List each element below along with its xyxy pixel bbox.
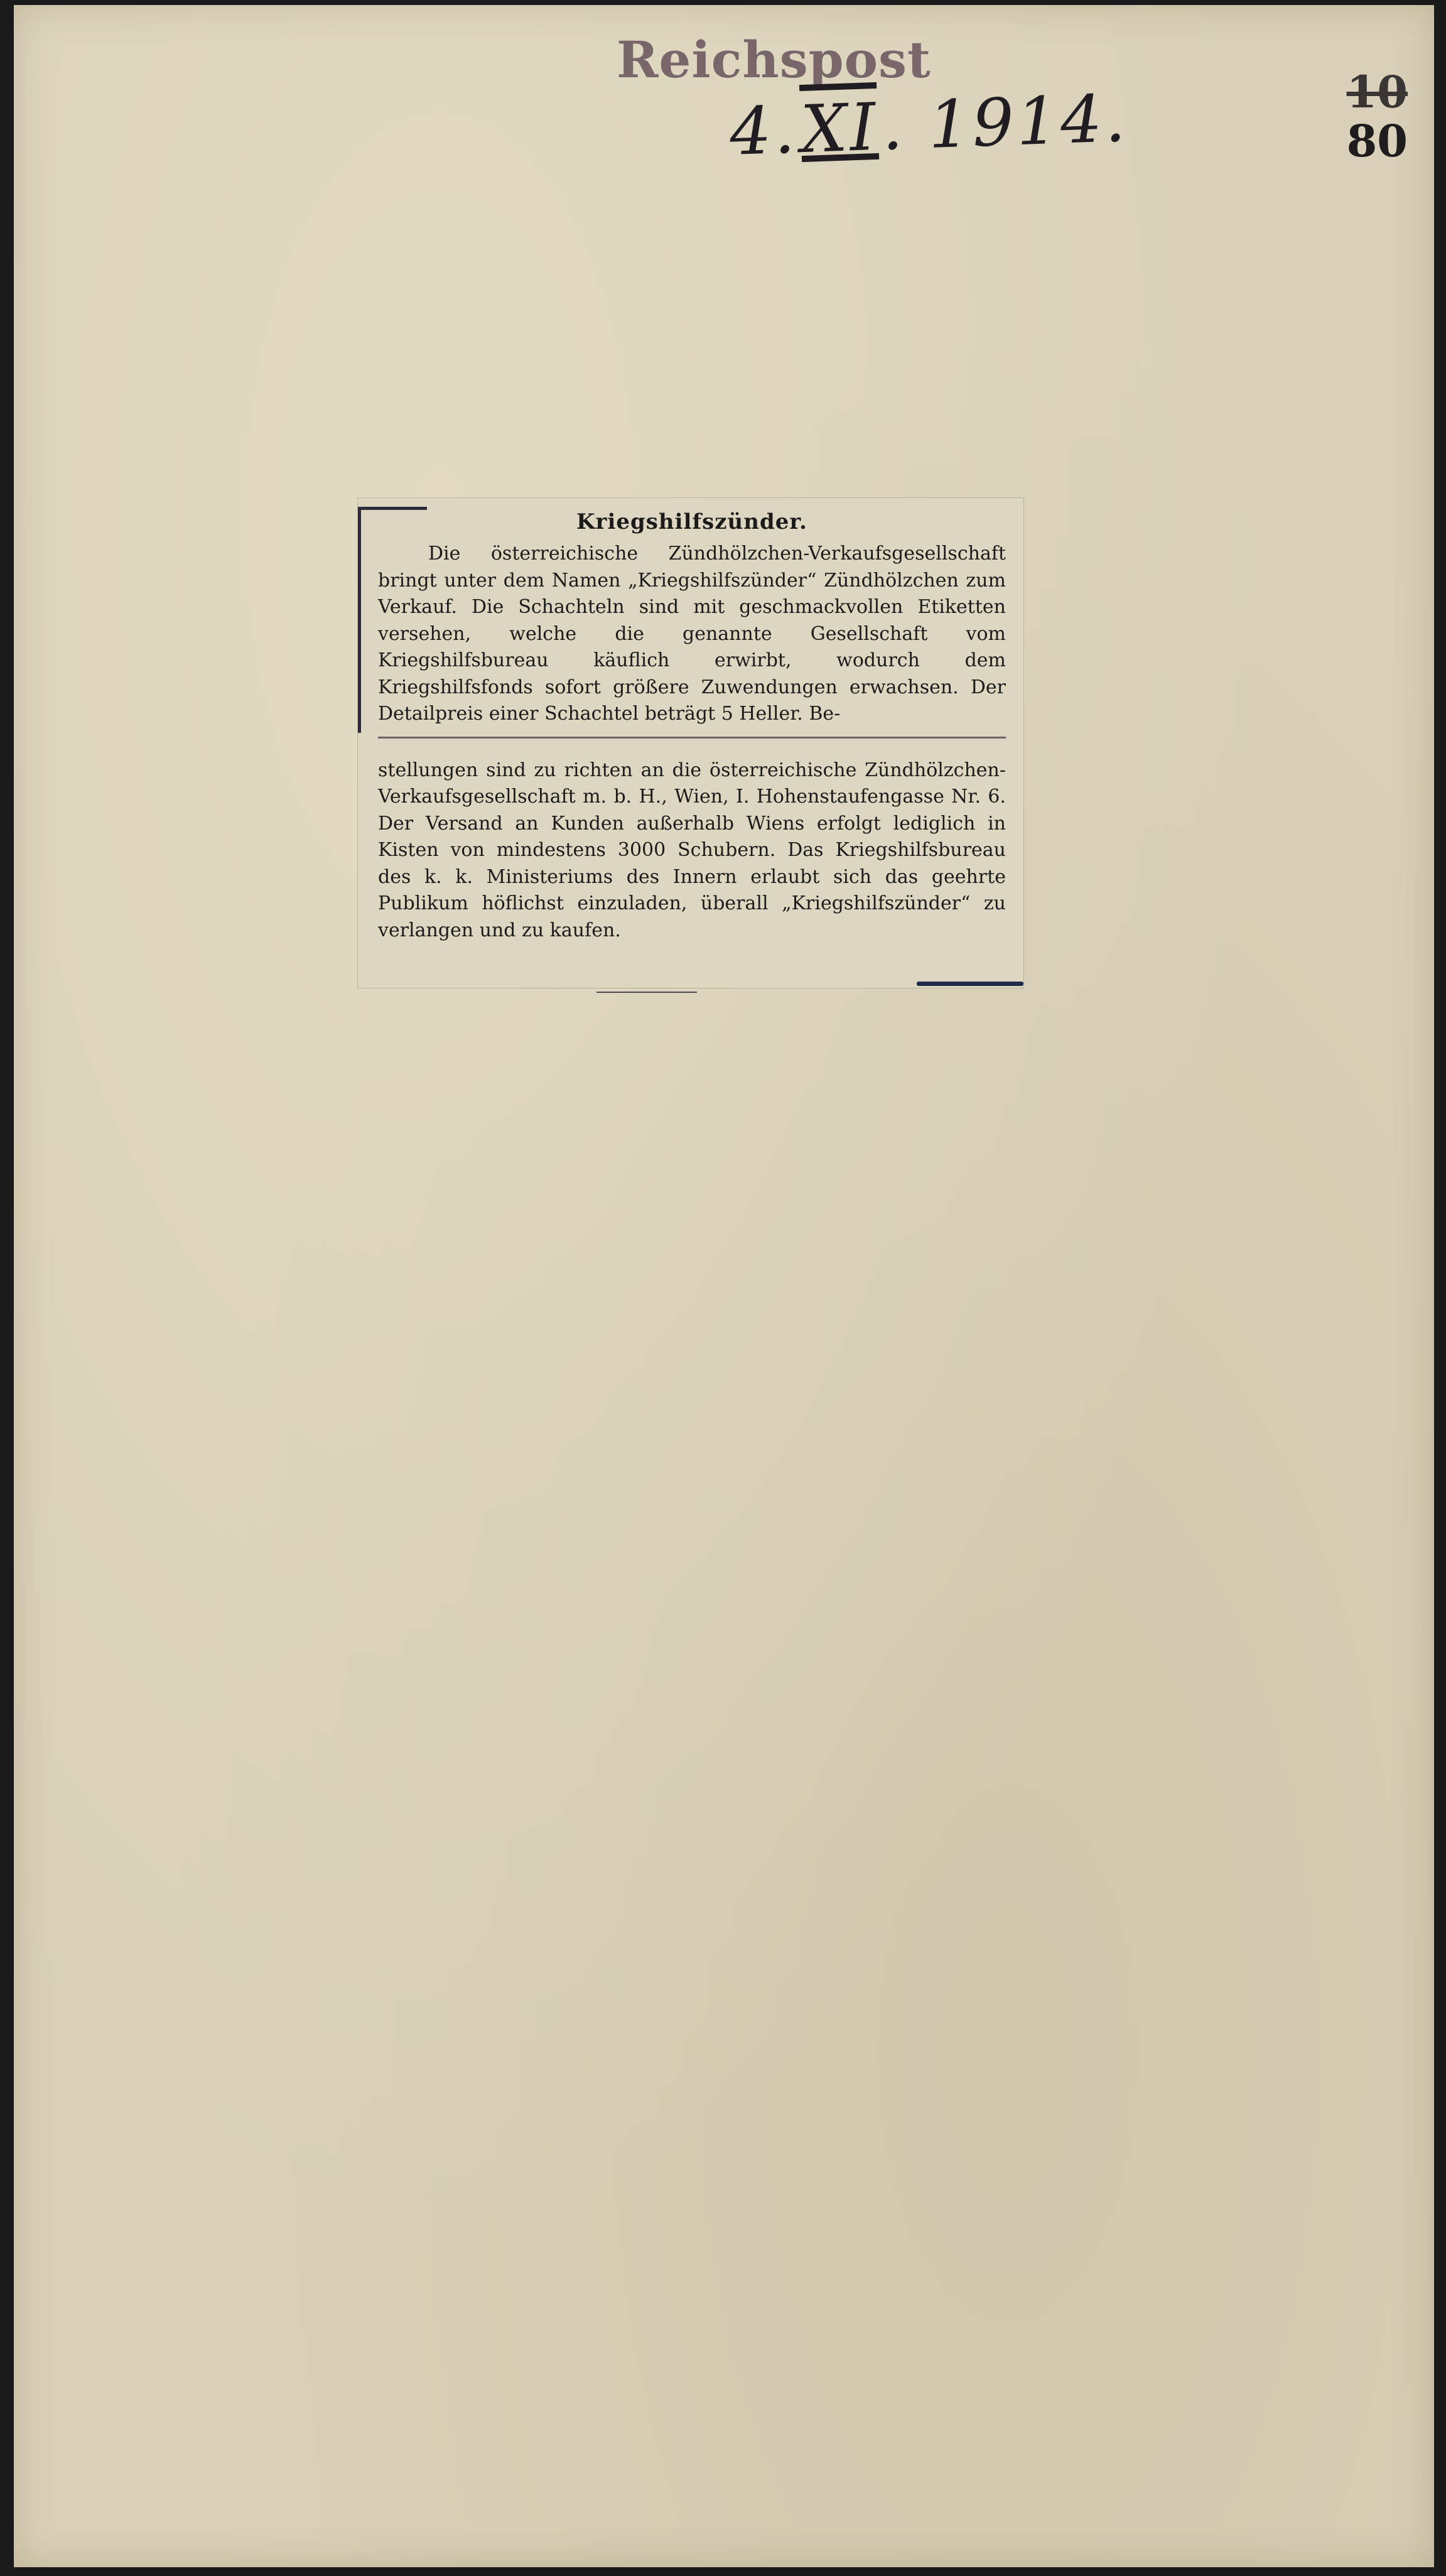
clipping-title: Kriegshilfszünder. <box>576 509 808 534</box>
clipping-paragraph-2: stellungen sind zu richten an die österreichische Zündhölzchen-Verkaufsgesellschaft m. b. H., Wien, I. Hohenstaufengasse Nr. 6. Der Versand an Kunden außerhalb Wiens erfolgt lediglich in Kisten von mindestens 3000 Schubern. Das Kriegshilfsbureau des k. k. Ministeriums des Innern erlaubt sich das geehrte Publikum höflichst einzuladen, überall „Kriegshilfszünder“ zu verlangen und zu kaufen. <box>378 759 1006 941</box>
clipping-border-left <box>358 507 361 733</box>
sheet-number-current: 80 <box>1346 115 1408 167</box>
date-day: 4. <box>728 91 799 171</box>
clipping-paragraph-1: Die österreichische Zündhölzchen-Verkaufsgesellschaft bringt unter dem Namen „Kriegshilfszünder“ Zündhölzchen zum Verkauf. Die Schachteln sind mit geschmackvollen Etiketten versehen, welche die genannte Gesellschaft vom Kriegshilfsbureau käuflich erwirbt, wodurch dem Kriegshilfsfonds sofort größere Zuwendungen erwachsen. Der Detailpreis einer Schachtel beträgt 5 Heller. Be- <box>378 543 1006 725</box>
sheet-number-crossed: 10 <box>1346 66 1408 118</box>
date-year: . 1914. <box>880 79 1130 165</box>
clipping-body <box>378 509 1006 944</box>
clipping-end-rule <box>596 992 697 993</box>
handwritten-date <box>728 80 1129 170</box>
date-month: XI <box>799 88 880 168</box>
sheet-number <box>1332 68 1408 166</box>
ink-underline-mark <box>917 982 1023 986</box>
newspaper-stamp: Reichspost <box>617 30 931 89</box>
column-break-rule <box>378 737 1006 739</box>
newspaper-clipping <box>358 498 1023 988</box>
archive-sheet <box>14 5 1434 2567</box>
